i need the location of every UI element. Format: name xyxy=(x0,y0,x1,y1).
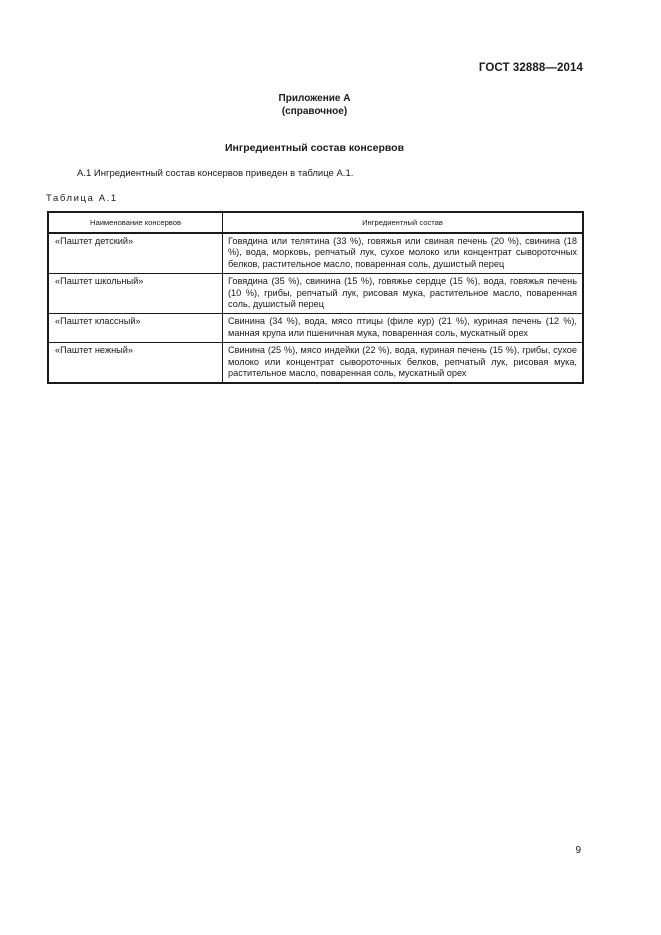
product-name-cell: «Паштет детский» xyxy=(48,233,223,274)
document-code: ГОСТ 32888—2014 xyxy=(478,62,583,74)
table-row xyxy=(48,233,583,274)
product-name-cell: «Паштет нежный» xyxy=(48,343,223,384)
intro-paragraph: А.1 Ингредиентный состав консервов приведен в таблице А.1. xyxy=(77,168,354,179)
table-row xyxy=(48,343,583,384)
table-row xyxy=(48,274,583,314)
ingredients-table xyxy=(47,211,584,384)
page-number: 9 xyxy=(575,845,581,856)
composition-cell: Говядина или телятина (33 %), говяжья или свиная печень (20 %), свинина (18 %), вода, морковь, репчатый лук, сухое молоко или концентрат сывороточных белков, растительное масло, поваренная соль, душистый перец xyxy=(223,233,584,274)
section-title: Ингредиентный состав консервов xyxy=(224,142,405,154)
table-row xyxy=(48,314,583,343)
column-header-name: Наименование консервов xyxy=(48,212,223,233)
table-header-row xyxy=(48,212,583,233)
composition-cell: Свинина (25 %), мясо индейки (22 %), вода, куриная печень (15 %), грибы, сухое молоко или концентрат сывороточных белков, репчатый лук, рисовая мука, растительное масло, поваренная соль, мускатный орех xyxy=(223,343,584,384)
composition-cell: Говядина (35 %), свинина (15 %), говяжье сердце (15 %), вода, говяжья печень (10 %), грибы, репчатый лук, рисовая мука, растительное масло, поваренная соль, душистый перец xyxy=(223,274,584,314)
composition-cell: Свинина (34 %), вода, мясо птицы (филе кур) (21 %), куриная печень (12 %), манная крупа или пшеничная мука, поваренная соль, мускатный орех xyxy=(223,314,584,343)
column-header-composition: Ингредиентный состав xyxy=(223,212,584,233)
product-name-cell: «Паштет классный» xyxy=(48,314,223,343)
table-caption: Таблица А.1 xyxy=(46,193,118,204)
annex-subtitle: (справочное) xyxy=(281,106,348,117)
annex-title: Приложение А xyxy=(278,93,351,104)
product-name-cell: «Паштет школьный» xyxy=(48,274,223,314)
